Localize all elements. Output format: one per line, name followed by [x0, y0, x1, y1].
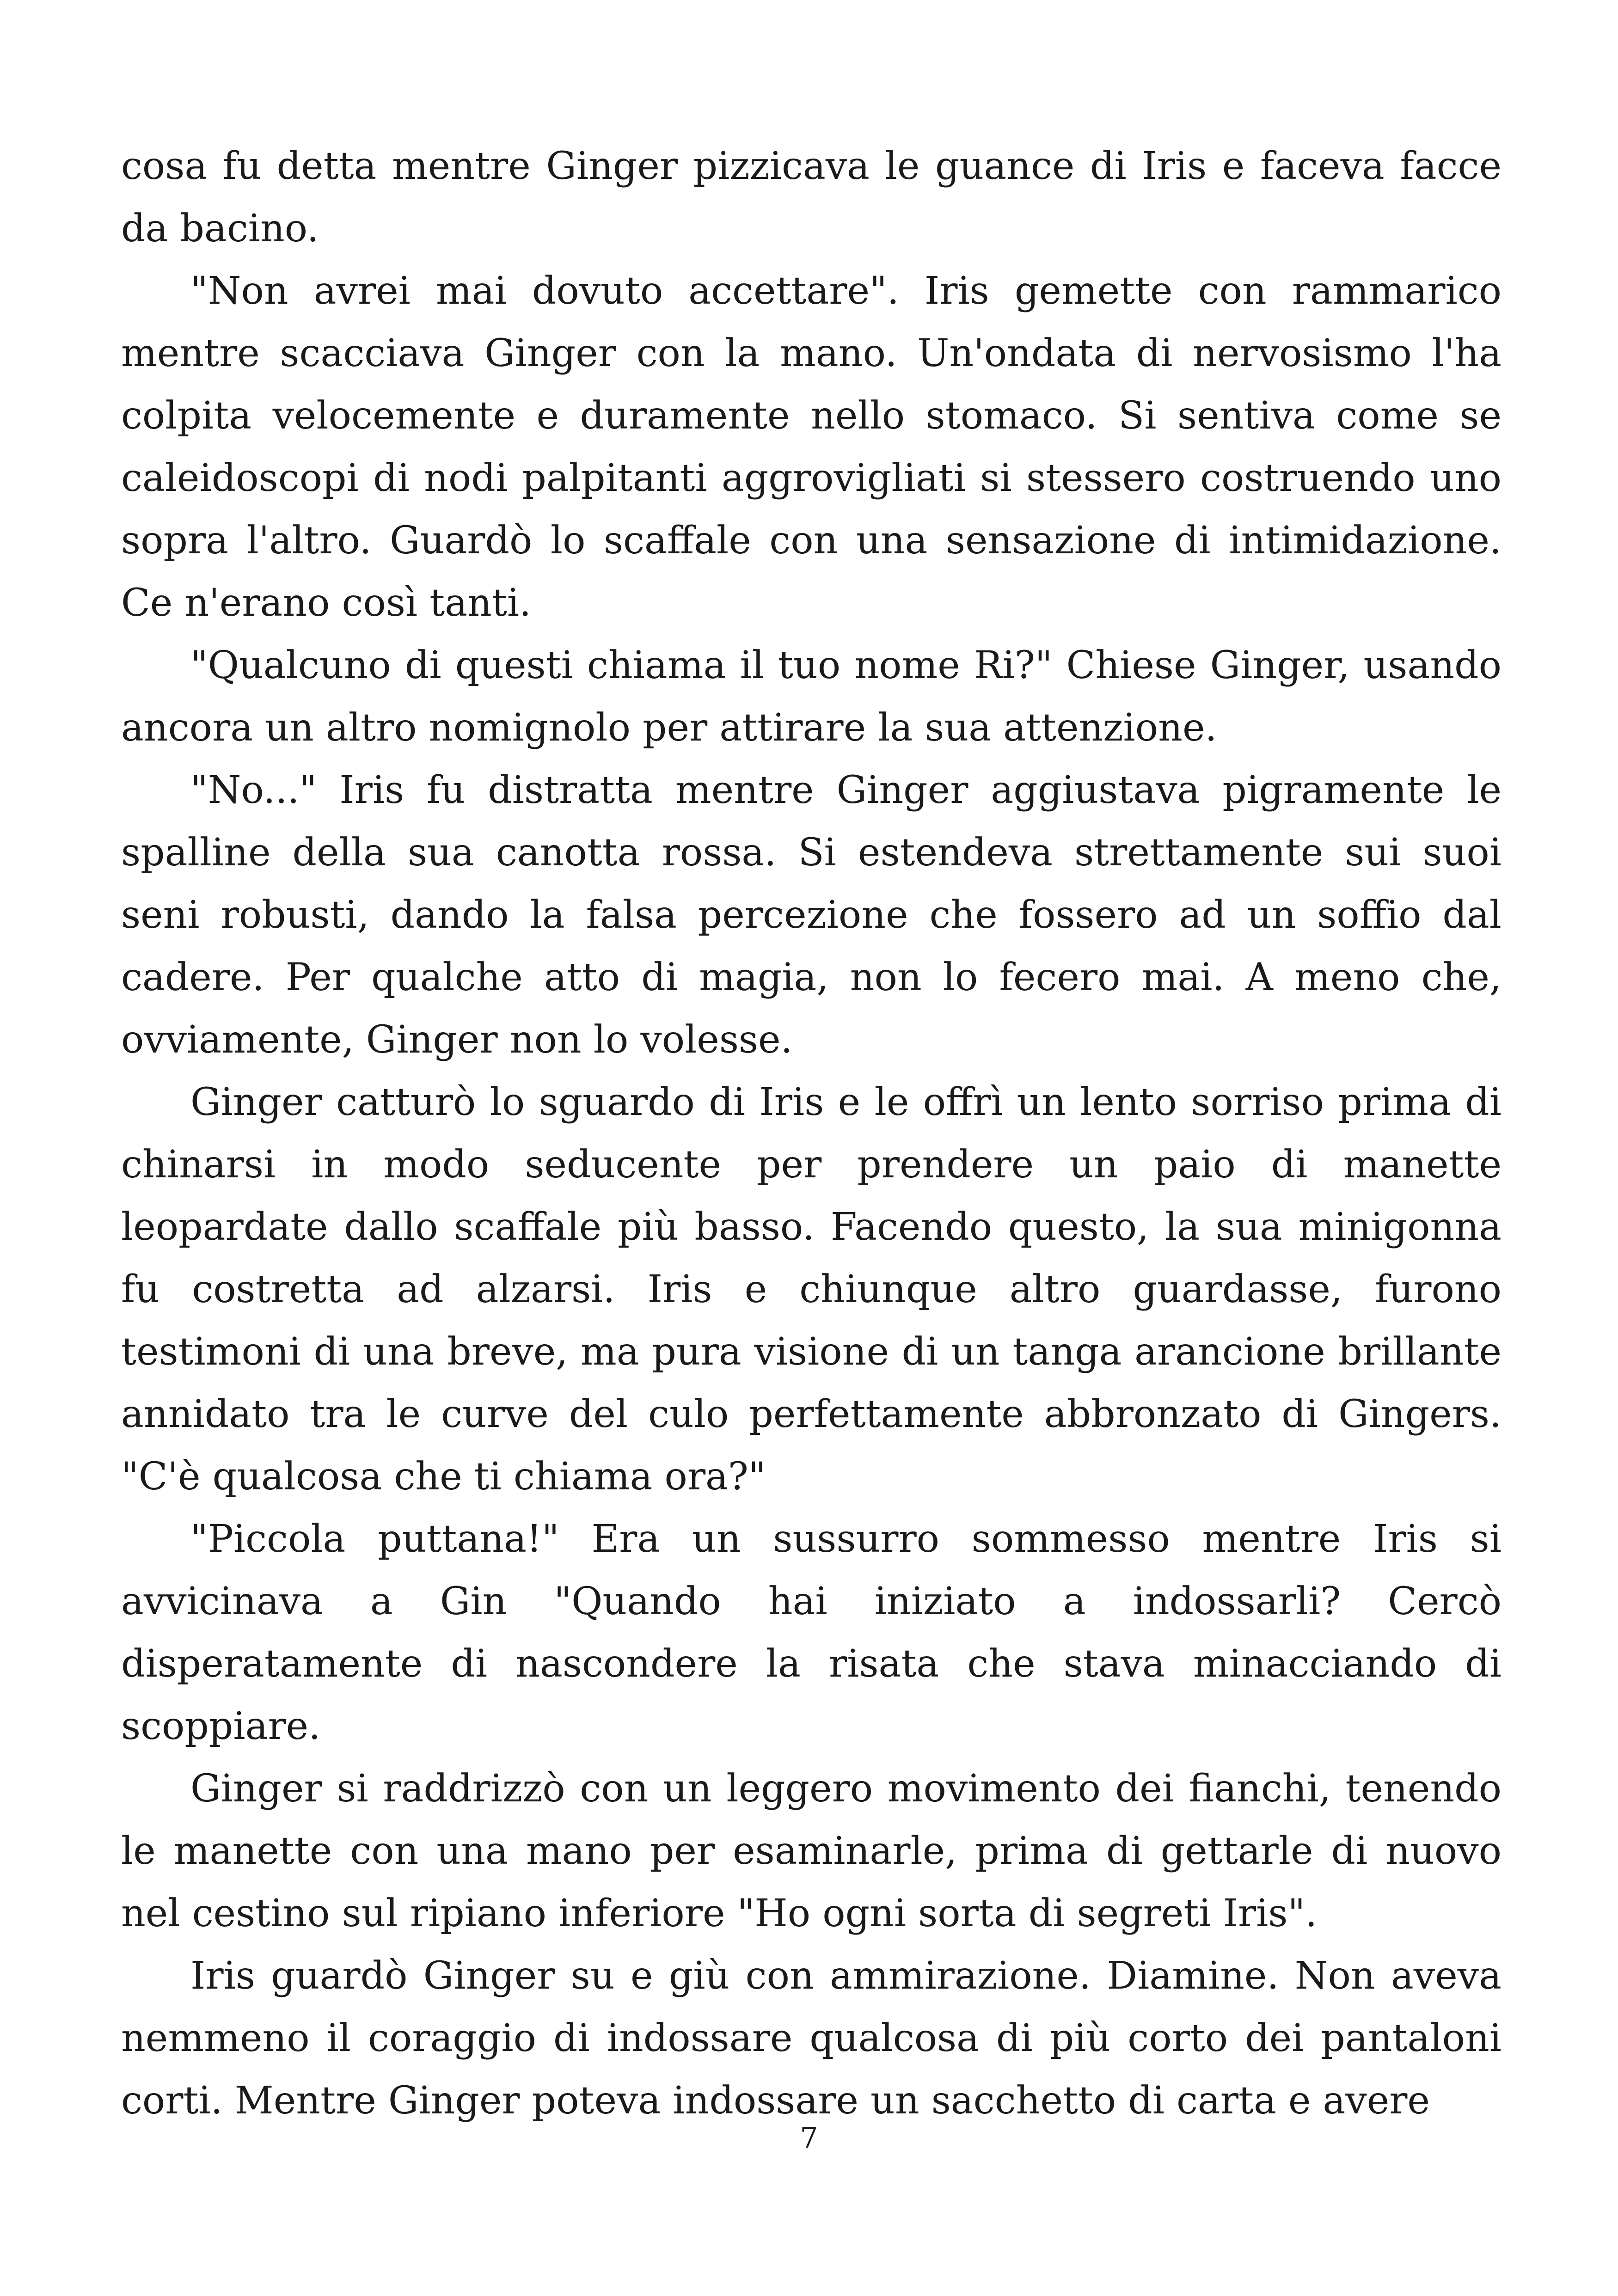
- paragraph-5: Ginger catturò lo sguardo di Iris e le offrì un lento sorriso prima di chinarsi in modo seducente per prendere un paio di manette leopardate dallo scaffale più basso. Facendo questo, la sua minigonna fu costretta ad alzarsi. Iris e chiunque altro guardasse, furono testimoni di una breve, ma pura visione di un tanga arancione brillante annidato tra le curve del culo perfettamente abbronzato di Gingers. "C'è qualcosa che ti chiama ora?": [121, 1080, 1502, 1499]
- page-number: 7: [800, 2121, 818, 2155]
- paragraph-7: Ginger si raddrizzò con un leggero movimento dei fianchi, tenendo le manette con una mano per esaminarle, prima di gettarle di nuovo nel cestino sul ripiano inferiore "Ho ogni sorta di segreti Iris".: [121, 1767, 1502, 1935]
- paragraph-1: cosa fu detta mentre Ginger pizzicava le guance di Iris e faceva facce da bacino.: [121, 144, 1502, 251]
- paragraph-2: "Non avrei mai dovuto accettare". Iris gemette con rammarico mentre scacciava Ginger con la mano. Un'ondata di nervosismo l'ha colpita velocemente e duramente nello stomaco. Si sentiva come se caleidoscopi di nodi palpitanti aggrovigliati si stessero costruendo uno sopra l'altro. Guardò lo scaffale con una sensazione di intimidazione. Ce n'erano così tanti.: [121, 269, 1502, 625]
- paragraph-3: "Qualcuno di questi chiama il tuo nome Ri?" Chiese Ginger, usando ancora un altro nomignolo per attirare la sua attenzione.: [121, 643, 1502, 750]
- paragraph-4: "No..." Iris fu distratta mentre Ginger aggiustava pigramente le spalline della sua canotta rossa. Si estendeva strettamente sui suoi seni robusti, dando la falsa percezione che fossero ad un soffio dal cadere. Per qualche atto di magia, non lo fecero mai. A meno che, ovviamente, Ginger non lo volesse.: [121, 768, 1502, 1062]
- paragraph-8: Iris guardò Ginger su e giù con ammirazione. Diamine. Non aveva nemmeno il coraggio di indossare qualcosa di più corto dei pantaloni corti. Mentre Ginger poteva indossare un sacchetto di carta e avere: [121, 1954, 1502, 2123]
- body-text: [121, 135, 1502, 2132]
- paragraph-6: "Piccola puttana!" Era un sussurro sommesso mentre Iris si avvicinava a Gin "Quando hai iniziato a indossarli? Cercò disperatamente di nascondere la risata che stava minacciando di scoppiare.: [121, 1517, 1502, 1748]
